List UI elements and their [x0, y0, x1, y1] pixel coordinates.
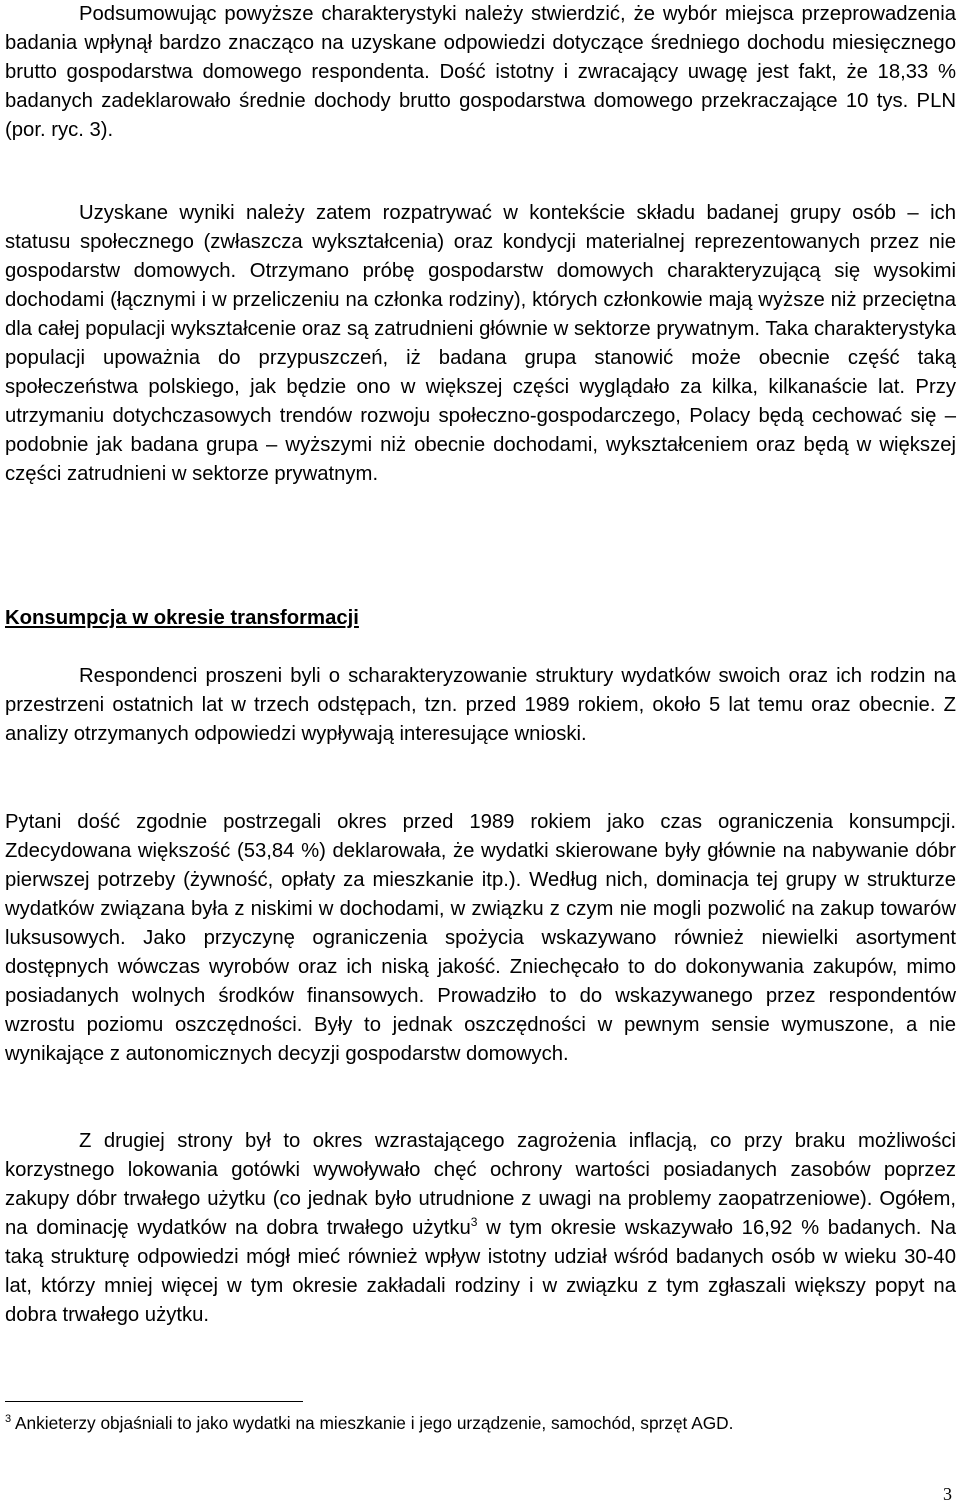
- paragraph-2: Uzyskane wyniki należy zatem rozpatrywać w kontekście składu badanej grupy osób – ich statusu społecznego (zwłaszcza wykształcenia) oraz kondycji materialnej reprezentowanych przez nie gospodarstw domowych. Otrzymano próbę gospodarstw domowych charakteryzującą się wysokimi dochodami (łącznymi i w przeliczeniu na członka rodziny), których członkowie mają wyższe niż przeciętna dla całej populacji wykształcenie oraz są zatrudnieni głównie w sektorze prywatnym. Taka charakterystyka populacji upoważnia do przypuszczeń, iż badana grupa stanowić może obecnie część taką społeczeństwa polskiego, jak będzie ono w większej części wyglądało za kilka, kilkanaście lat. Przy utrzymaniu dotychczasowych trendów rozwoju społeczno-gospodarczego, Polacy będą cechować się – podobnie jak badana grupa – wyższymi niż obecnie dochodami, wykształceniem oraz będą w większej części zatrudnieni w sektorze prywatnym.: [5, 202, 956, 485]
- paragraph-5-text-b: w tym okresie wskazywało 16,92 % badanych. Na taką strukturę odpowiedzi mógł mieć również wpływ istotny udział wśród badanych osób w wieku 30-40 lat, którzy mniej więcej w tym okresie zakładali rodziny i w związku z tym zgłaszali większy popyt na dobra trwałego użytku.: [5, 1217, 956, 1326]
- paragraph-5: [5, 1127, 956, 1330]
- footnote-separator: [5, 1401, 303, 1402]
- footnote-marker: 3: [5, 1413, 12, 1426]
- paragraph-5-text-a: Z drugiej strony był to okres wzrastającego zagrożenia inflacją, co przy braku możliwości korzystnego lokowania gotówki wywoływało chęć ochrony wartości posiadanych zasobów poprzez zakupy dóbr trwałego użytku (co jednak było utrudnione z uwagi na problemy zaopatrzeniowe). Ogółem, na dominację wydatków na dobra trwałego użytku: [5, 1130, 956, 1239]
- section-heading: Konsumpcja w okresie transformacji: [5, 607, 359, 629]
- paragraph-4: Pytani dość zgodnie postrzegali okres przed 1989 rokiem jako czas ograniczenia konsumpcji. Zdecydowana większość (53,84 %) deklarowała, że wydatki skierowane były głównie na nabywanie dóbr pierwszej potrzeby (żywność, opłaty za mieszkanie itp.). Według nich, dominacja tej grupy w strukturze wydatków związana była z niskimi w dochodami, w związku z czym nie mogli pozwolić na zakup towarów luksusowych. Jako przyczynę ograniczenia spożycia wskazywano również niewielki asortyment dostępnych wówczas wyrobów oraz ich niską jakość. Zniechęcało to do dokonywania zakupów, mimo posiadanych wolnych środków finansowych. Prowadziło to do wskazywanego przez respondentów wzrostu poziomu oszczędności. Były to jednak oszczędności w pewnym sensie wymuszone, a nie wynikające z autonomicznych decyzji gospodarstw domowych.: [5, 811, 956, 1065]
- footnote-text: Ankieterzy objaśniali to jako wydatki na mieszkanie i jego urządzenie, samochód, sprzęt AGD.: [11, 1413, 734, 1433]
- paragraph-3: Respondenci proszeni byli o scharakteryzowanie struktury wydatków swoich oraz ich rodzin na przestrzeni ostatnich lat w trzech odstępach, tzn. przed 1989 rokiem, około 5 lat temu oraz obecnie. Z analizy otrzymanych odpowiedzi wypływają interesujące wnioski.: [5, 665, 956, 745]
- page-number: 3: [943, 1484, 952, 1504]
- footnote: [5, 1411, 956, 1435]
- paragraph-1: Podsumowując powyższe charakterystyki należy stwierdzić, że wybór miejsca przeprowadzenia badania wpłynął bardzo znacząco na uzyskane odpowiedzi dotyczące średniego dochodu miesięcznego brutto gospodarstwa domowego respondenta. Dość istotny i zwracający uwagę jest fakt, że 18,33 % badanych zadeklarowało średnie dochody brutto gospodarstwa domowego przekraczające 10 tys. PLN (por. ryc. 3).: [5, 3, 956, 141]
- footnote-reference[interactable]: 3: [470, 1215, 478, 1230]
